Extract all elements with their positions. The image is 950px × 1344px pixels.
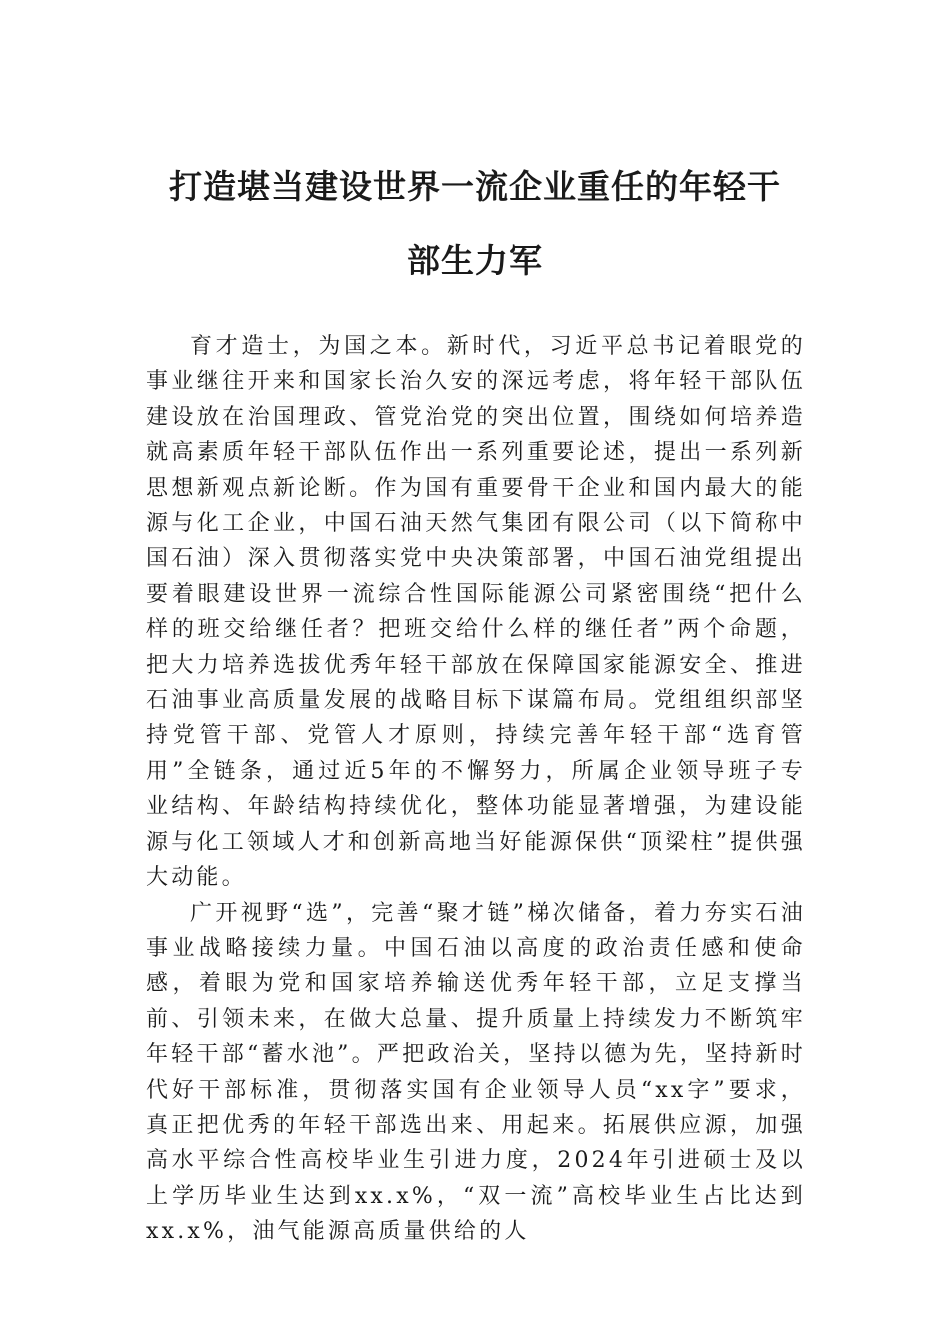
paragraph-2: 广开视野“选”，完善“聚才链”梯次储备，着力夯实石油事业战略接续力量。中国石油以高度的政治责任感和使命感，着眼为党和国家培养输送优秀年轻干部，立足支撑当前、引领未来，在做大总量、提升质量上持续发力不断筑牢年轻干部“蓄水池”。严把政治关，坚持以德为先，坚持新时代好干部标准，贯彻落实国有企业领导人员“xx字”要求，真正把优秀的年轻干部选出来、用起来。拓展供应源，加强高水平综合性高校毕业生引进力度，2024年引进硕士及以上学历毕业生达到xx.x%，“双一流”高校毕业生占比达到xx.x%，油气能源高质量供给的人: [146, 900, 806, 1245]
document-body: [146, 329, 806, 1250]
document-title: [140, 150, 810, 298]
paragraph-1: 育才造士，为国之本。新时代，习近平总书记着眼党的事业继往开来和国家长治久安的深远考虑，将年轻干部队伍建设放在治国理政、管党治党的突出位置，围绕如何培养造就高素质年轻干部队伍作出一系列重要论述，提出一系列新思想新观点新论断。作为国有重要骨干企业和国内最大的能源与化工企业，中国石油天然气集团有限公司（以下简称中国石油）深入贯彻落实党中央决策部署，中国石油党组提出要着眼建设世界一流综合性国际能源公司紧密围绕“把什么样的班交给继任者？把班交给什么样的继任者”两个命题，把大力培养选拔优秀年轻干部放在保障国家能源安全、推进石油事业高质量发展的战略目标下谋篇布局。党组组织部坚持党管干部、党管人才原则，持续完善年轻干部“选育管用”全链条，通过近5年的不懈努力，所属企业领导班子专业结构、年龄结构持续优化，整体功能显著增强，为建设能源与化工领域人才和创新高地当好能源保供“顶梁柱”提供强大动能。: [146, 334, 806, 891]
title-line-2: 部生力军: [407, 241, 543, 280]
title-line-1: 打造堪当建设世界一流企业重任的年轻干: [169, 167, 781, 206]
